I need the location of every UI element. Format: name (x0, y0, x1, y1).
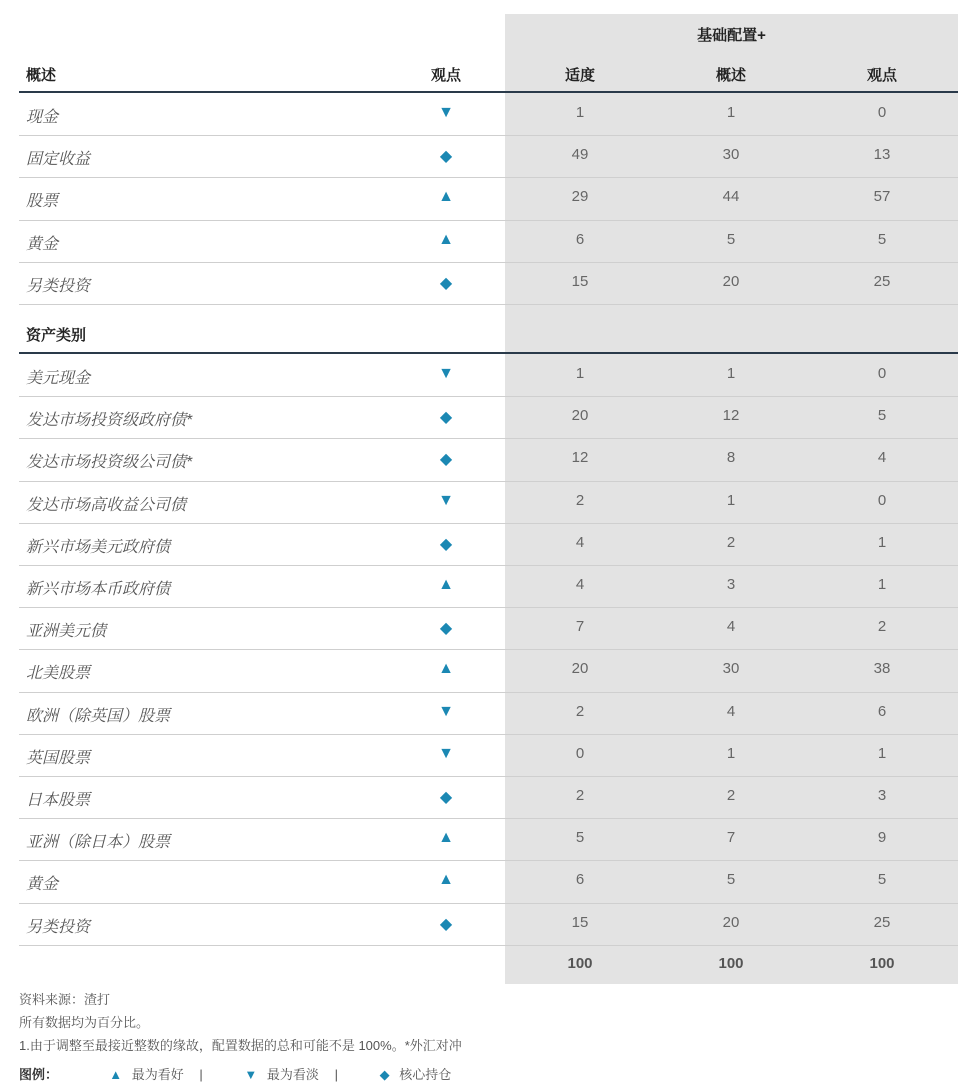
value-overview: 20 (722, 272, 740, 290)
row-label: 股票 (26, 193, 59, 211)
value-moderate: 12 (571, 449, 589, 467)
value-view: 9 (877, 829, 887, 847)
view-indicator-icon: ◆ (439, 274, 453, 292)
view-indicator-icon: ▼ (438, 491, 454, 509)
value-view: 0 (877, 491, 887, 509)
value-view: 5 (877, 230, 887, 248)
row-label: 欧洲（除英国）股票 (26, 707, 171, 725)
view-indicator-icon: ▼ (438, 744, 454, 762)
row-label: 现金 (26, 109, 59, 126)
value-moderate: 49 (571, 146, 589, 164)
table-row (19, 396, 958, 438)
down-triangle-icon: ▼ (244, 1067, 258, 1082)
value-view: 1 (877, 533, 887, 551)
view-indicator-icon: ▲ (438, 188, 454, 206)
value-moderate: 6 (575, 871, 585, 889)
value-view: 25 (873, 272, 891, 290)
row-label: 英国股票 (26, 749, 91, 767)
value-view: 0 (877, 365, 887, 382)
legend-core-holding: 核心持仓 (399, 1067, 452, 1082)
value-view: 38 (873, 660, 891, 678)
value-view: 57 (873, 188, 891, 206)
total-view: 100 (869, 955, 895, 972)
row-label: 新兴市场美元政府债 (26, 538, 171, 556)
table-row (19, 354, 958, 396)
view-indicator-icon: ▲ (438, 829, 454, 847)
value-overview: 7 (726, 829, 736, 847)
table-row (19, 903, 958, 945)
value-view: 5 (877, 871, 887, 889)
row-label: 另类投资 (26, 277, 91, 295)
value-moderate: 15 (571, 272, 589, 290)
value-overview: 1 (726, 744, 736, 762)
value-overview: 1 (726, 491, 736, 509)
value-moderate: 20 (571, 660, 589, 678)
value-overview: 44 (722, 188, 740, 206)
view-indicator-icon: ◆ (439, 789, 453, 806)
table-row (19, 607, 958, 649)
source-note: 资料来源：渣打 (19, 992, 111, 1007)
table-row (19, 734, 958, 776)
row-label: 亚洲（除日本）股票 (26, 834, 171, 852)
table-row (19, 481, 958, 523)
value-overview: 12 (722, 407, 740, 425)
value-view: 2 (877, 618, 887, 636)
view-indicator-icon: ▲ (438, 871, 454, 889)
view-indicator-icon: ▼ (438, 702, 454, 720)
value-overview: 30 (722, 146, 740, 164)
percent-note: 所有数据均为百分比。 (19, 1015, 150, 1030)
table-row (19, 220, 958, 262)
value-overview: 4 (726, 618, 736, 636)
row-divider (19, 945, 958, 946)
value-view: 1 (877, 576, 887, 593)
view-indicator-icon: ◆ (439, 409, 453, 427)
value-moderate: 4 (575, 533, 585, 551)
value-moderate: 1 (575, 104, 585, 121)
row-label: 北美股票 (26, 665, 91, 683)
table-row (19, 565, 958, 607)
column-header-overview: 概述 (26, 67, 57, 84)
value-moderate: 29 (571, 188, 589, 206)
view-indicator-icon: ◆ (439, 451, 453, 469)
value-overview: 1 (726, 365, 736, 382)
row-label: 另类投资 (26, 918, 91, 936)
table-row (19, 93, 958, 135)
row-label: 日本股票 (26, 792, 91, 809)
column-header-view: 观点 (431, 67, 462, 84)
row-label: 固定收益 (26, 151, 91, 169)
view-indicator-icon: ▼ (438, 104, 454, 121)
value-overview: 3 (726, 576, 736, 593)
up-triangle-icon: ▲ (109, 1067, 123, 1082)
value-overview: 20 (722, 913, 740, 931)
value-overview: 2 (726, 787, 736, 804)
view-indicator-icon: ◆ (439, 915, 453, 933)
table-row (19, 649, 958, 691)
value-moderate: 0 (575, 744, 585, 762)
value-view: 3 (877, 787, 887, 804)
value-overview: 2 (726, 533, 736, 551)
value-view: 5 (877, 407, 887, 425)
table-row (19, 135, 958, 177)
diamond-icon: ◆ (379, 1067, 390, 1082)
value-moderate: 4 (575, 576, 585, 593)
value-view: 25 (873, 913, 891, 931)
value-moderate: 2 (575, 702, 585, 720)
view-indicator-icon: ◆ (439, 620, 453, 638)
footnote: 1.由于调整至最接近整数的缘故，配置数据的总和可能不是 100%。*外汇对冲 (19, 1038, 462, 1053)
row-label: 美元现金 (26, 370, 91, 387)
value-overview: 30 (722, 660, 740, 678)
table-row (19, 692, 958, 734)
value-view: 0 (877, 104, 887, 121)
row-label: 发达市场高收益公司债 (26, 496, 187, 514)
view-indicator-icon: ▲ (438, 660, 454, 678)
view-indicator-icon: ◆ (439, 535, 453, 553)
value-view: 6 (877, 702, 887, 720)
value-moderate: 20 (571, 407, 589, 425)
value-overview: 8 (726, 449, 736, 467)
value-overview: 4 (726, 702, 736, 720)
row-label: 新兴市场本币政府债 (26, 581, 171, 598)
table-row (19, 523, 958, 565)
value-view: 4 (877, 449, 887, 467)
legend-separator: | (334, 1067, 338, 1082)
column-header-view-2: 观点 (866, 67, 897, 84)
value-moderate: 15 (571, 913, 589, 931)
legend-least-preferred: 最为看淡 (266, 1067, 319, 1082)
legend-separator: | (199, 1067, 203, 1082)
row-label: 黄金 (26, 876, 59, 894)
value-view: 13 (873, 146, 891, 164)
legend (19, 1064, 451, 1083)
table-row (19, 177, 958, 219)
value-moderate: 2 (575, 787, 585, 804)
table-row (19, 776, 958, 818)
value-overview: 5 (726, 871, 736, 889)
section-title-asset-class: 资产类别 (26, 327, 87, 344)
table-row (19, 262, 958, 304)
table-row (19, 818, 958, 860)
value-moderate: 5 (575, 829, 585, 847)
total-overview: 100 (718, 955, 744, 972)
view-indicator-icon: ▲ (438, 576, 454, 593)
row-label: 黄金 (26, 235, 59, 253)
column-header-moderate: 适度 (564, 67, 595, 84)
value-view: 1 (877, 744, 887, 762)
value-moderate: 6 (575, 230, 585, 248)
table-row (19, 438, 958, 480)
view-indicator-icon: ▲ (438, 230, 454, 248)
total-moderate: 100 (567, 955, 593, 972)
row-divider (19, 304, 958, 305)
legend-label: 图例： (19, 1067, 59, 1082)
column-header-overview-2: 概述 (715, 67, 746, 84)
row-label: 发达市场投资级公司债* (26, 454, 193, 472)
view-indicator-icon: ▼ (438, 365, 454, 382)
value-moderate: 2 (575, 491, 585, 509)
row-label: 亚洲美元债 (26, 623, 107, 641)
view-indicator-icon: ◆ (439, 148, 453, 166)
value-moderate: 7 (575, 618, 585, 636)
base-allocation-group-title: 基础配置+ (697, 27, 766, 44)
legend-most-preferred: 最为看好 (131, 1067, 184, 1082)
value-moderate: 1 (575, 365, 585, 382)
value-overview: 5 (726, 230, 736, 248)
table-row (19, 860, 958, 902)
value-overview: 1 (726, 104, 736, 121)
row-label: 发达市场投资级政府债* (26, 412, 193, 430)
